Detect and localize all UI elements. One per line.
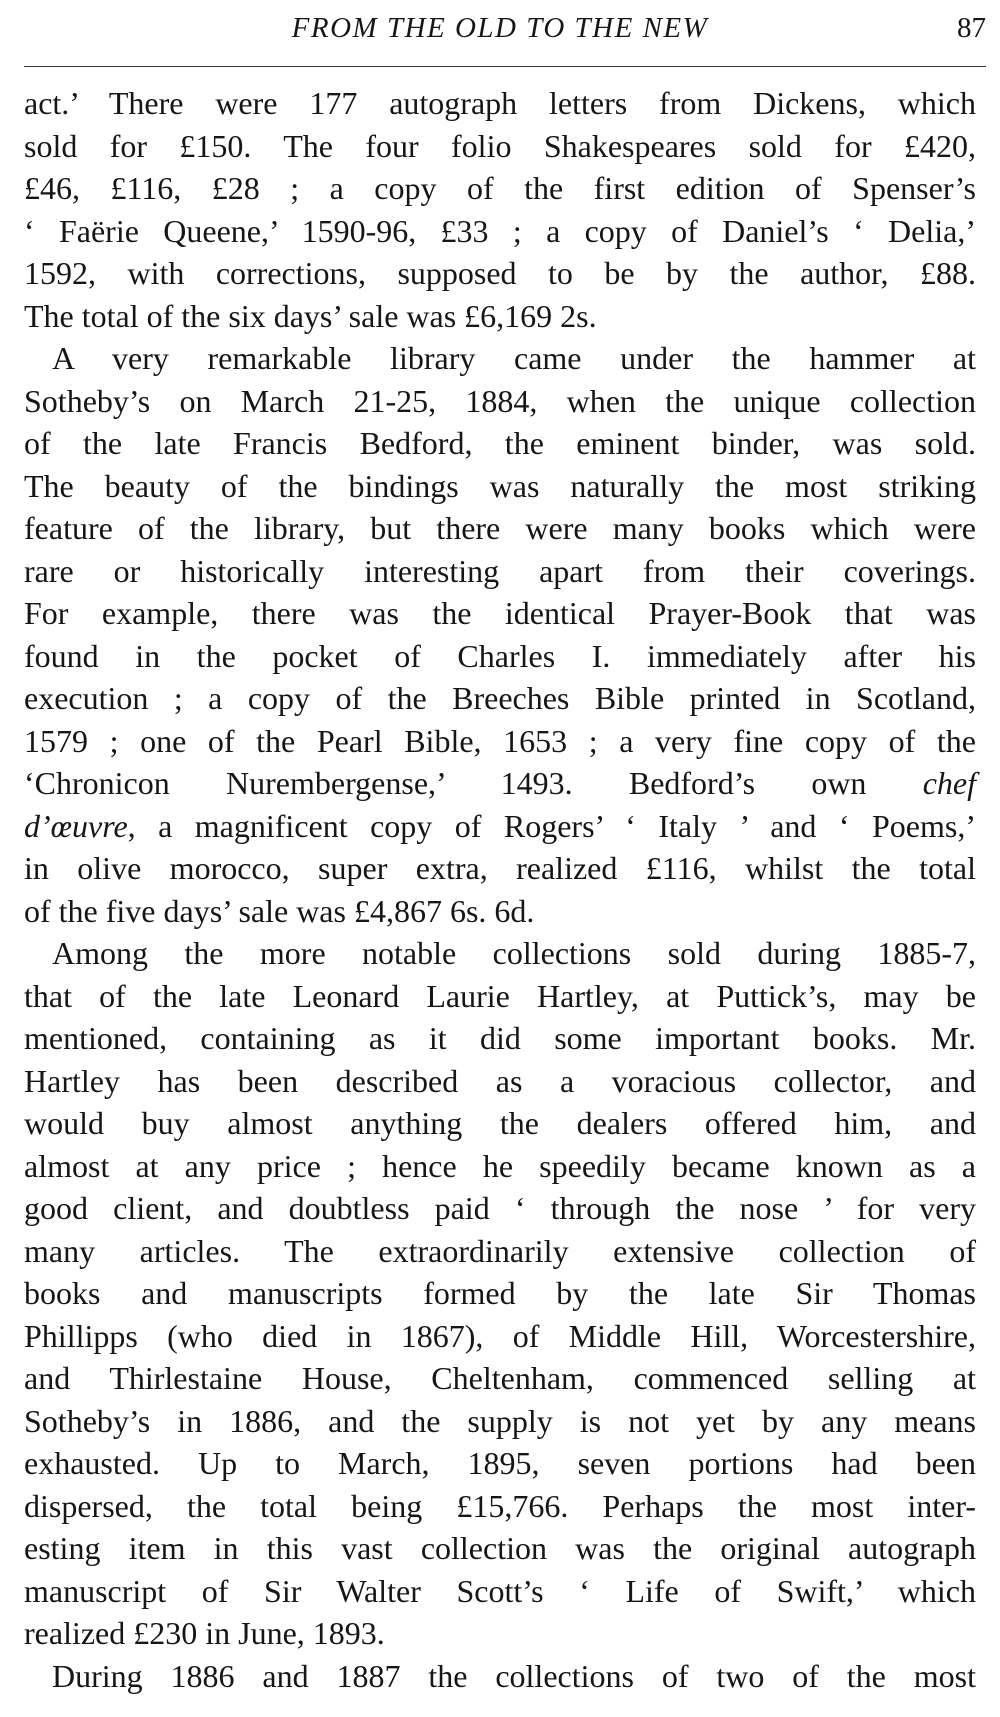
running-head-title: FROM THE OLD TO THE NEW — [291, 12, 709, 44]
text-line: ‘ Faërie Queene,’ 1590-96, £33 ; a copy of Daniel’s ‘ Delia,’ — [24, 212, 976, 249]
text-line: ‘Chronicon Nurembergense,’ 1493. Bedford’s own chef — [24, 765, 976, 801]
text-line: exhausted. Up to March, 1895, seven portions had been — [24, 1445, 976, 1481]
text-line: Sotheby’s in 1886, and the supply is not yet by any means — [24, 1402, 976, 1439]
text-line: and Thirlestaine House, Cheltenham, commenced selling at — [24, 1360, 976, 1396]
text-line: The beauty of the bindings was naturally the most striking — [24, 467, 976, 504]
text-line: feature of the library, but there were many books which were — [24, 510, 976, 546]
text-line: sold for £150. The four folio Shakespeares sold for £420, — [24, 127, 976, 164]
text-line: found in the pocket of Charles I. immediately after his — [24, 637, 976, 674]
page-number: 87 — [957, 12, 986, 44]
text-line: execution ; a copy of the Breeches Bible printed in Scotland, — [24, 680, 976, 716]
text-line: For example, there was the identical Prayer-Book that was — [24, 595, 976, 631]
text-line: almost at any price ; hence he speedily became known as a — [24, 1147, 976, 1184]
text-line: act.’ There were 177 autograph letters from Dickens, which — [24, 85, 976, 121]
text-line: rare or historically interesting apart from their coverings. — [24, 552, 976, 589]
running-head — [0, 12, 1000, 56]
text-line: £46, £116, £28 ; a copy of the first edition of Spenser’s — [24, 170, 976, 206]
text-line: realized £230 in June, 1893. — [24, 1615, 385, 1651]
text-line: mentioned, containing as it did some important books. Mr. — [24, 1020, 976, 1056]
header-rule — [24, 66, 986, 67]
text-line: Phillipps (who died in 1867), of Middle Hill, Worcestershire, — [24, 1317, 976, 1354]
text-line: d’œuvre, a magnificent copy of Rogers’ ‘ Italy ’ and ‘ Poems,’ — [24, 807, 976, 844]
text-line: 1592, with corrections, supposed to be by the author, £88. — [24, 255, 976, 291]
text-line: A very remarkable library came under the hammer at — [52, 340, 976, 376]
text-line: Hartley has been described as a voracious collector, and — [24, 1062, 976, 1099]
text-line: many articles. The extraordinarily extensive collection of — [24, 1232, 976, 1269]
text-line: books and manuscripts formed by the late Sir Thomas — [24, 1275, 976, 1311]
text-line: of the five days’ sale was £4,867 6s. 6d. — [24, 892, 535, 929]
text-line: good client, and doubtless paid ‘ through the nose ’ for very — [24, 1190, 976, 1226]
text-line: manuscript of Sir Walter Scott’s ‘ Life of Swift,’ which — [24, 1572, 976, 1609]
text-line: esting item in this vast collection was the original autograph — [24, 1530, 976, 1566]
text-line: in olive morocco, super extra, realized £116, whilst the total — [24, 850, 976, 886]
text-line: During 1886 and 1887 the collections of two of the most — [52, 1657, 976, 1694]
text-line: Sotheby’s on March 21-25, 1884, when the unique collection — [24, 382, 976, 419]
text-line: 1579 ; one of the Pearl Bible, 1653 ; a very fine copy of the — [24, 722, 976, 759]
text-line: would buy almost anything the dealers offered him, and — [24, 1105, 976, 1141]
text-line: of the late Francis Bedford, the eminent binder, was sold. — [24, 425, 976, 461]
text-line: that of the late Leonard Laurie Hartley, at Puttick’s, may be — [24, 977, 976, 1014]
text-line: The total of the six days’ sale was £6,169 2s. — [24, 297, 597, 334]
text-line: Among the more notable collections sold during 1885-7, — [52, 935, 976, 971]
text-line: dispersed, the total being £15,766. Perhaps the most inter- — [24, 1487, 976, 1524]
